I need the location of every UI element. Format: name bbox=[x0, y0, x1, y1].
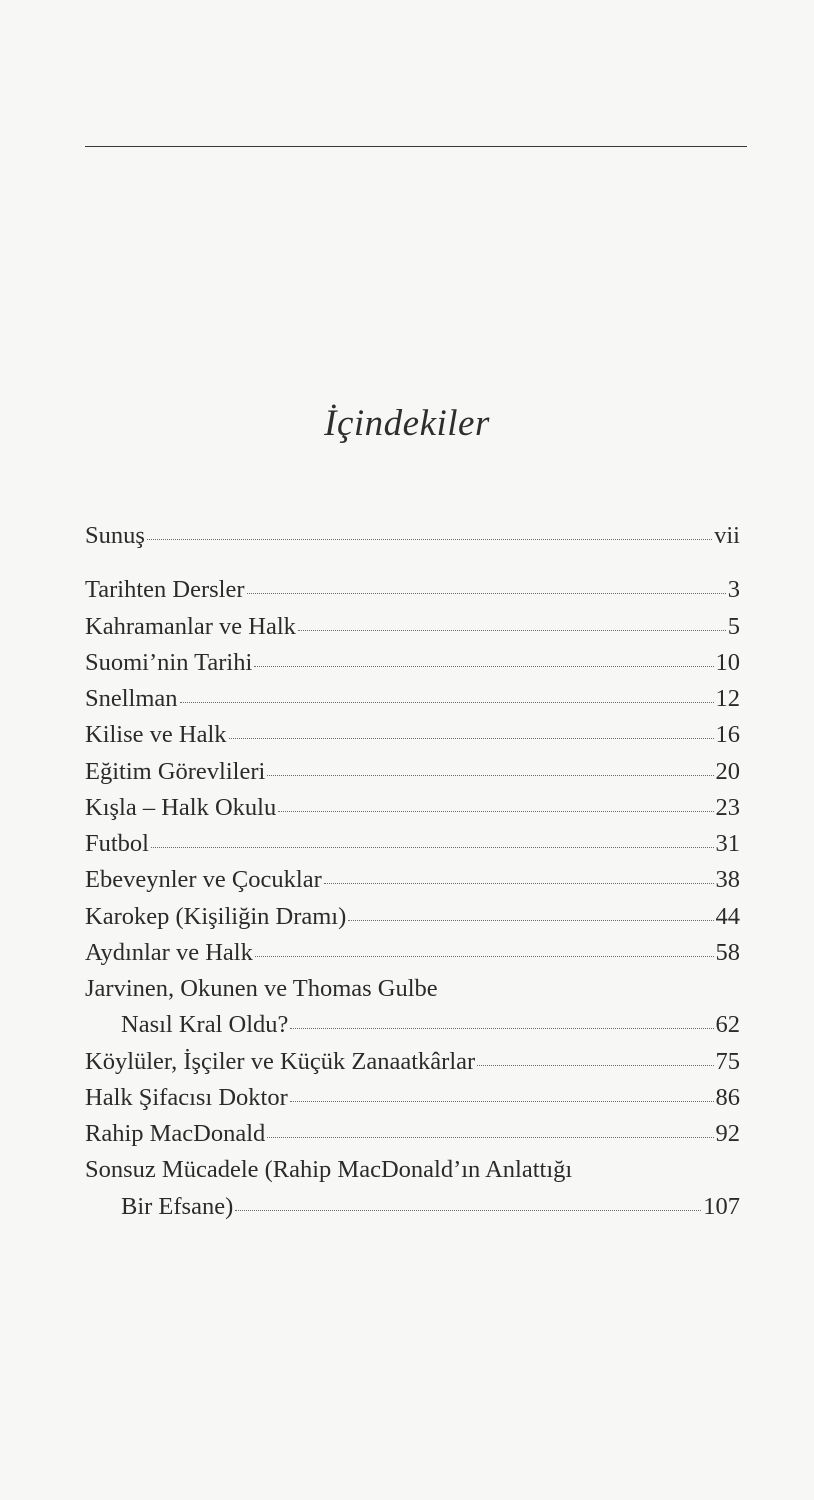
dot-leader bbox=[229, 738, 714, 739]
toc-entry-title: Ebeveynler ve Çocuklar bbox=[85, 866, 322, 894]
dot-leader bbox=[255, 956, 714, 957]
toc-entry bbox=[85, 681, 740, 717]
dot-leader bbox=[267, 775, 713, 776]
toc-page-number: 20 bbox=[715, 757, 740, 785]
toc-entry-title: Snellman bbox=[85, 685, 178, 712]
toc-entry-title: Suomi’nin Tarihi bbox=[85, 648, 253, 676]
toc-entry-first-line bbox=[85, 1152, 740, 1188]
toc-entry-continuation bbox=[85, 1007, 740, 1043]
toc-entry bbox=[85, 1080, 740, 1116]
toc-page-number: 23 bbox=[715, 793, 740, 821]
toc-page-number: 92 bbox=[715, 1120, 740, 1147]
toc-entry bbox=[85, 862, 740, 898]
toc-entry bbox=[85, 899, 740, 935]
toc-entry-title: Tarihten Dersler bbox=[85, 576, 245, 604]
toc-entry-continuation bbox=[85, 1189, 740, 1225]
toc-page-number: 107 bbox=[703, 1192, 740, 1220]
toc-page-number: 58 bbox=[715, 938, 740, 966]
toc-page-number: 75 bbox=[715, 1047, 740, 1075]
toc-entry bbox=[85, 1116, 740, 1152]
toc-entry-title: Eğitim Görevlileri bbox=[85, 757, 266, 785]
dot-leader bbox=[267, 1137, 713, 1138]
toc-entry-title: Karokep (Kişiliğin Dramı) bbox=[85, 902, 347, 930]
table-of-contents bbox=[85, 518, 740, 1225]
toc-entry-title: Aydınlar ve Halk bbox=[85, 938, 253, 966]
toc-page-number: 10 bbox=[715, 648, 740, 676]
dot-leader bbox=[290, 1101, 714, 1102]
toc-entry-title: Futbol bbox=[85, 830, 149, 857]
dot-leader bbox=[247, 593, 726, 594]
toc-entry-first-line bbox=[85, 971, 740, 1007]
dot-leader bbox=[324, 883, 714, 884]
dot-leader bbox=[235, 1210, 701, 1211]
toc-page-number: 16 bbox=[715, 721, 740, 749]
dot-leader bbox=[298, 630, 726, 631]
toc-entry bbox=[85, 645, 740, 681]
dot-leader bbox=[278, 811, 713, 812]
toc-page-number: 38 bbox=[715, 866, 740, 894]
toc-entry-title-line2: Bir Efsane) bbox=[121, 1192, 234, 1220]
toc-entry-title: Kahramanlar ve Halk bbox=[85, 612, 296, 640]
toc-page-number: 62 bbox=[715, 1011, 740, 1039]
toc-entry-title-line1: Sonsuz Mücadele (Rahip MacDonald’ın Anlattığı bbox=[85, 1156, 573, 1184]
toc-entry-title: Kilise ve Halk bbox=[85, 721, 227, 749]
toc-entry bbox=[85, 1044, 740, 1080]
toc-page-number: 86 bbox=[715, 1083, 740, 1111]
toc-page-number: 44 bbox=[715, 902, 740, 930]
toc-entry bbox=[85, 609, 740, 645]
toc-page-number: 3 bbox=[727, 576, 740, 604]
toc-entry-title-line2: Nasıl Kral Oldu? bbox=[121, 1011, 289, 1039]
toc-entry-title: Kışla – Halk Okulu bbox=[85, 793, 277, 821]
toc-entry bbox=[85, 826, 740, 862]
toc-page-number: 12 bbox=[715, 685, 740, 712]
dot-leader bbox=[477, 1065, 713, 1066]
page-title: İçindekiler bbox=[324, 403, 490, 444]
toc-entry-title: Rahip MacDonald bbox=[85, 1120, 266, 1147]
toc-entry-title-line1: Jarvinen, Okunen ve Thomas Gulbe bbox=[85, 975, 438, 1002]
dot-leader bbox=[348, 920, 713, 921]
toc-page-number: vii bbox=[714, 522, 740, 549]
toc-entry bbox=[85, 717, 740, 753]
toc-entry-title: Köylüler, İşçiler ve Küçük Zanaatkârlar bbox=[85, 1047, 476, 1075]
toc-page-number: 5 bbox=[727, 612, 740, 640]
dot-leader bbox=[290, 1028, 713, 1029]
dot-leader bbox=[180, 702, 714, 703]
toc-entry bbox=[85, 754, 740, 790]
dot-leader bbox=[147, 539, 712, 540]
dot-leader bbox=[151, 847, 714, 848]
dot-leader bbox=[254, 666, 713, 667]
top-rule bbox=[85, 146, 747, 147]
toc-entry bbox=[85, 790, 740, 826]
toc-page-number: 31 bbox=[715, 830, 740, 857]
toc-entry-preface bbox=[85, 518, 740, 554]
toc-entry-title: Sunuş bbox=[85, 522, 145, 549]
toc-entry bbox=[85, 935, 740, 971]
toc-entry-title: Halk Şifacısı Doktor bbox=[85, 1083, 288, 1111]
toc-entry bbox=[85, 572, 740, 608]
